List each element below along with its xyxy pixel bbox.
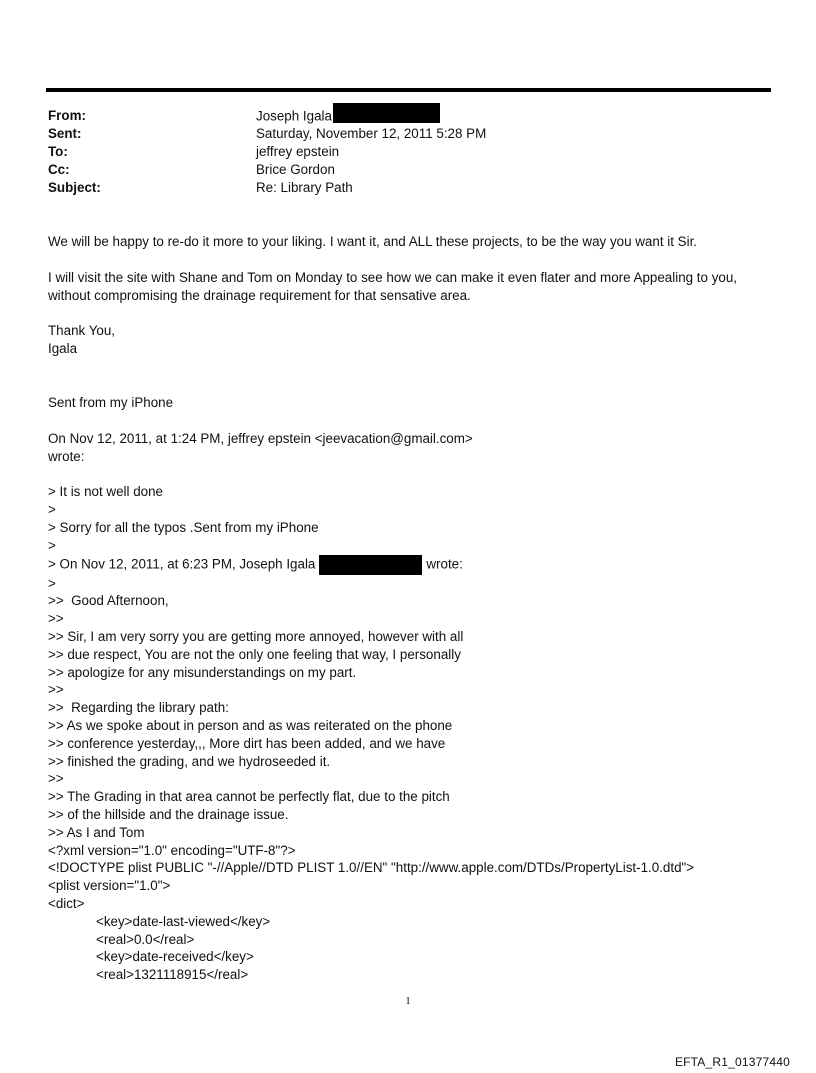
quoted-attribution-wrote: wrote: [426, 556, 463, 572]
quoted-line: >> [48, 682, 64, 698]
xml-line: <plist version="1.0"> [48, 878, 171, 894]
redaction-box [319, 555, 422, 575]
sent-row [48, 125, 748, 143]
xml-line: <!DOCTYPE plist PUBLIC "-//Apple//DTD PLIST 1.0//EN" "http://www.apple.com/DTDs/PropertyList-1.0.dtd"> [48, 860, 695, 876]
quoted-line: >> Regarding the library path: [48, 700, 229, 716]
xml-line: <dict> [48, 895, 85, 911]
sent-value: Saturday, November 12, 2011 5:28 PM [256, 126, 487, 141]
from-label: From: [48, 108, 86, 123]
quoted-attribution: > On Nov 12, 2011, at 6:23 PM, Joseph Igala [48, 556, 316, 572]
quoted-line: >> As I and Tom [48, 824, 145, 840]
quoted-line: >> finished the grading, and we hydroseeded it. [48, 753, 331, 769]
quoted-line: > [48, 537, 56, 553]
xml-line: <key>date-received</key> [96, 949, 254, 965]
sent-label: Sent: [48, 126, 82, 141]
page-number: 1 [405, 995, 411, 1007]
cc-row [48, 161, 748, 179]
quoted-line: >> The Grading in that area cannot be perfectly flat, due to the pitch [48, 789, 450, 805]
to-row [48, 143, 748, 161]
email-header [48, 107, 748, 197]
cc-value: Brice Gordon [256, 162, 335, 177]
quoted-line: > Sorry for all the typos .Sent from my iPhone [48, 519, 319, 535]
xml-line: <real>1321118915</real> [96, 967, 249, 983]
xml-line: <real>0.0</real> [96, 931, 195, 947]
header-divider-rule [46, 88, 771, 92]
quote-header: On Nov 12, 2011, at 1:24 PM, jeffrey epstein <jeevacation@gmail.com> [48, 430, 473, 446]
body-paragraph: I will visit the site with Shane and Tom on Monday to see how we can make it even flater and more Appealing to you, [48, 269, 738, 285]
signature: Igala [48, 341, 78, 357]
email-body [48, 233, 788, 984]
quoted-line [48, 555, 788, 575]
body-paragraph: We will be happy to re-do it more to your liking. I want it, and ALL these projects, to be the way you want it Sir. [48, 234, 698, 249]
from-value [256, 107, 440, 127]
subject-row [48, 179, 748, 197]
quoted-line: >> [48, 611, 64, 627]
redaction-box [333, 103, 440, 123]
quoted-line: > It is not well done [48, 484, 164, 500]
quoted-line: >> due respect, You are not the only one feeling that way, I personally [48, 646, 461, 662]
from-row [48, 107, 748, 125]
cc-label: Cc: [48, 162, 70, 177]
quoted-line: >> As we spoke about in person and as was reiterated on the phone [48, 717, 453, 733]
quoted-line: >> apologize for any misunderstandings on my part. [48, 664, 357, 680]
to-label: To: [48, 144, 68, 159]
quoted-line: >> of the hillside and the drainage issue. [48, 806, 289, 822]
quoted-line: >> [48, 771, 64, 787]
quoted-line: >> conference yesterday,,, More dirt has been added, and we have [48, 735, 446, 751]
quoted-line: >> Sir, I am very sorry you are getting more annoyed, however with all [48, 628, 464, 644]
quoted-line: >> Good Afternoon, [48, 593, 169, 609]
from-name: Joseph Igala [256, 108, 332, 124]
sent-from-line: Sent from my iPhone [48, 394, 174, 410]
document-id: EFTA_R1_01377440 [674, 1055, 790, 1069]
quote-header: wrote: [48, 448, 85, 464]
subject-value: Re: Library Path [256, 180, 353, 195]
xml-line: <?xml version="1.0" encoding="UTF-8"?> [48, 842, 296, 858]
quoted-line: > [48, 575, 56, 591]
body-paragraph: without compromising the drainage requirement for that sensative area. [48, 287, 471, 303]
subject-label: Subject: [48, 180, 101, 195]
closing-line: Thank You, [48, 323, 116, 339]
xml-line: <key>date-last-viewed</key> [96, 913, 271, 929]
to-value: jeffrey epstein [256, 144, 340, 159]
quoted-line: > [48, 502, 56, 518]
